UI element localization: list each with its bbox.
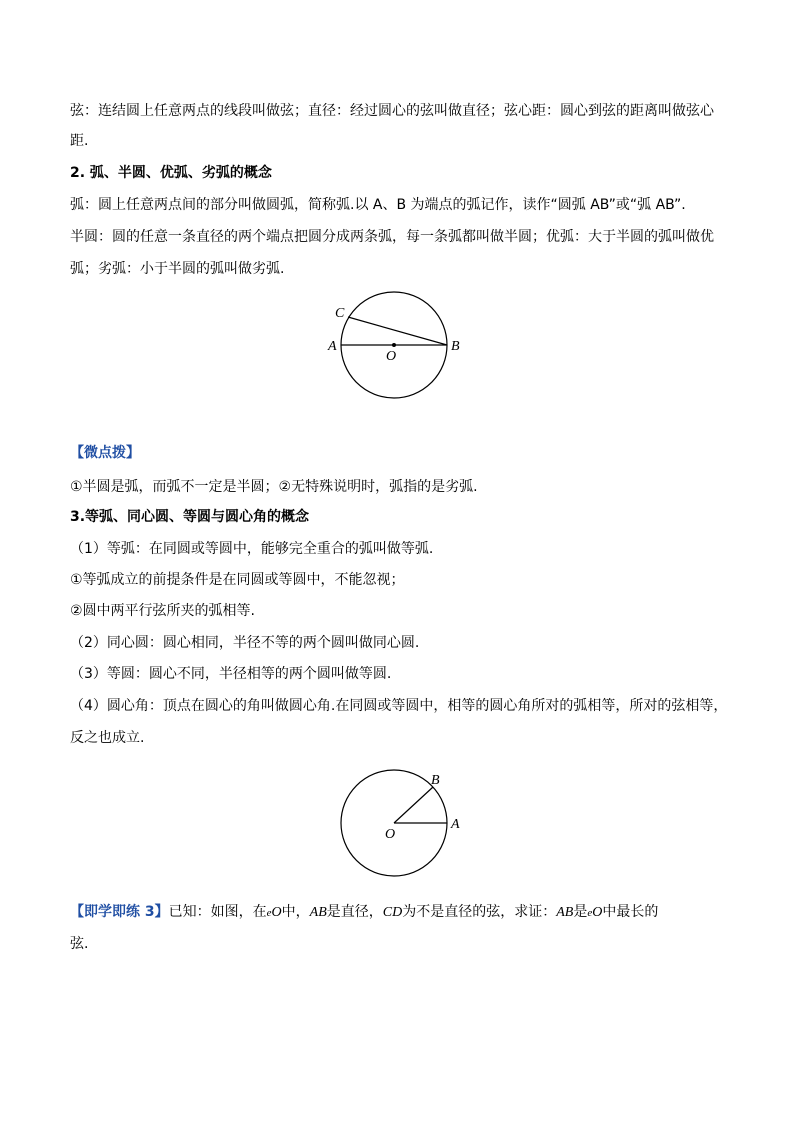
semicircle-definition-line2: 弧；劣弧：小于半圆的弧叫做劣弧. — [70, 261, 285, 277]
label-b: B — [451, 339, 460, 354]
circle-symbol: e — [587, 907, 593, 919]
label-a2: A — [451, 817, 460, 832]
exercise-line2: 弦. — [70, 936, 89, 952]
equal-arc-note1: ①等弧成立的前提条件是在同圆或等圆中，不能忽视； — [70, 572, 405, 588]
tip-heading: 【微点拨】 — [70, 445, 140, 461]
chord-cb — [348, 317, 447, 345]
radius-ob — [394, 787, 433, 823]
arc-definition: 弧：圆上任意两点间的部分叫做圆弧，简称弧.以 A、B 为端点的弧记作，读作“圆弧 AB”或“弧 AB”. — [70, 197, 686, 213]
circle-figure-central-angle — [330, 765, 480, 885]
chord-definition-line2: 距. — [70, 133, 89, 149]
label-o2: O — [385, 827, 396, 842]
tip-text: ①半圆是弧，而弧不一定是半圆；②无特殊说明时，弧指的是劣弧. — [70, 479, 478, 495]
exercise-tag: 【即学即练 3】 — [70, 904, 169, 920]
section3-heading: 3.等弧、同心圆、等圆与圆心角的概念 — [70, 509, 310, 525]
equal-arc-note2: ②圆中两平行弦所夹的弧相等. — [70, 603, 256, 619]
label-b2: B — [431, 773, 440, 788]
label-c: C — [335, 306, 345, 321]
section2-heading: 2. 弧、半圆、优弧、劣弧的概念 — [70, 165, 272, 181]
central-angle-definition-line2: 反之也成立. — [70, 730, 145, 746]
semicircle-definition-line1: 半圆：圆的任意一条直径的两个端点把圆分成两条弧，每一条弧都叫做半圆；优弧：大于半圆的弧叫做优 — [70, 229, 714, 245]
concentric-circle-definition: （2）同心圆：圆心相同，半径不等的两个圆叫做同心圆. — [70, 635, 420, 651]
circle-figure-chord-diameter — [320, 288, 480, 408]
center-point — [392, 343, 396, 347]
label-a: A — [328, 339, 337, 354]
circle-symbol: e — [266, 907, 272, 919]
equal-arc-definition: （1）等弧：在同圆或等圆中，能够完全重合的弧叫做等弧. — [70, 541, 434, 557]
label-o: O — [386, 349, 397, 364]
exercise-line1: 【即学即练 3】已知：如图，在eO中，AB是直径，CD为不是直径的弦，求证：AB是eO中最长的 — [70, 904, 659, 920]
equal-circle-definition: （3）等圆：圆心不同，半径相等的两个圆叫做等圆. — [70, 666, 392, 682]
chord-definition-line1: 弦：连结圆上任意两点的线段叫做弦；直径：经过圆心的弦叫做直径；弦心距：圆心到弦的距离叫做弦心 — [70, 103, 714, 119]
central-angle-definition-line1: （4）圆心角：顶点在圆心的角叫做圆心角.在同圆或等圆中，相等的圆心角所对的弧相等，所对的弦相等， — [70, 698, 728, 714]
